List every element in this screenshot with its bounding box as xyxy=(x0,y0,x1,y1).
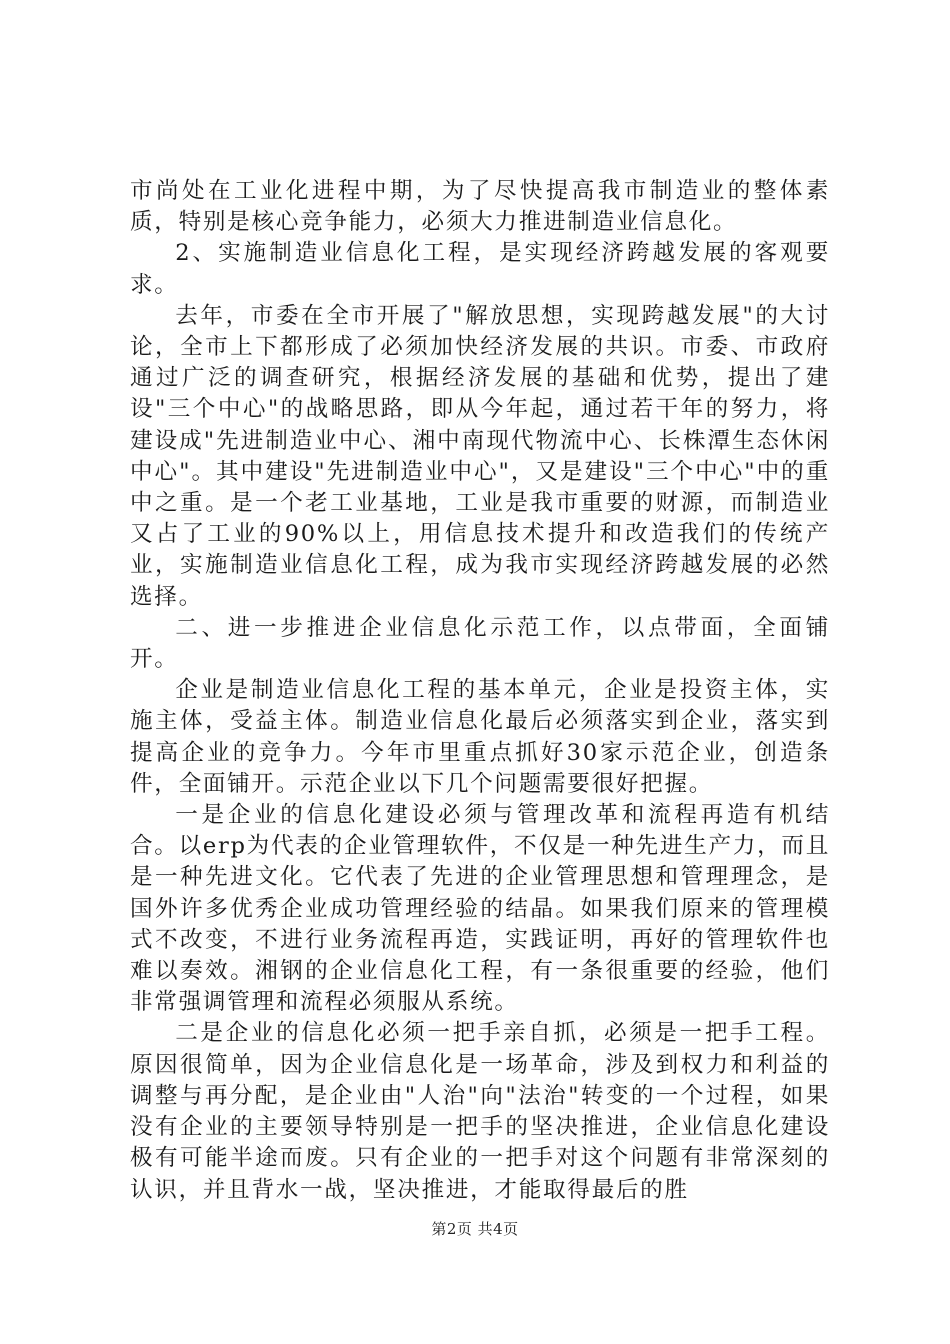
paragraph-point-two: 二是企业的信息化必须一把手亲自抓，必须是一把手工程。原因很简单，因为企业信息化是一场革命，涉及到权力和利益的调整与再分配，是企业由"人治"向"法治"转变的一个过程，如果没有企业的主要领导特别是一把手的坚决推进，企业信息化建设极有可能半途而废。只有企业的一把手对这个问题有非常深刻的认识，并且背水一战，坚决推进，才能取得最后的胜 xyxy=(130,1020,830,1203)
paragraph-strategy: 去年，市委在全市开展了"解放思想，实现跨越发展"的大讨论，全市上下都形成了必须加快经济发展的共识。市委、市政府通过广泛的调查研究，根据经济发展的基础和优势，提出了建设"三个中心"的战略思路，即从今年起，通过若干年的努力，将建设成"先进制造业中心、湘中南现代物流中心、长株潭生态休闲中心"。其中建设"先进制造业中心"，又是建设"三个中心"中的重中之重。是一个老工业基地，工业是我市重要的财源，而制造业又占了工业的90%以上，用信息技术提升和改造我们的传统产业，实施制造业信息化工程，成为我市实现经济跨越发展的必然选择。 xyxy=(130,302,830,610)
paragraph-section-two-heading: 二、进一步推进企业信息化示范工作，以点带面，全面铺开。 xyxy=(130,614,830,673)
paragraph-enterprise-unit: 企业是制造业信息化工程的基本单元，企业是投资主体，实施主体，受益主体。制造业信息化最后必须落实到企业，落实到提高企业的竞争力。今年市里重点抓好30家示范企业，创造条件，全面铺开。示范企业以下几个问题需要很好把握。 xyxy=(130,677,830,797)
body-text xyxy=(130,176,830,1206)
paragraph-continuation: 市尚处在工业化进程中期，为了尽快提高我市制造业的整体素质，特别是核心竞争能力，必须大力推进制造业信息化。 xyxy=(130,178,830,236)
paragraph-heading-2: 2、实施制造业信息化工程，是实现经济跨越发展的客观要求。 xyxy=(130,240,830,298)
page-footer: 第2页 共4页 xyxy=(431,1220,519,1238)
paragraph-point-one: 一是企业的信息化建设必须与管理改革和流程再造有机结合。以erp为代表的企业管理软件，不仅是一种先进生产力，而且是一种先进文化。它代表了先进的企业管理思想和管理理念，是国外许多优秀企业成功管理经验的结晶。如果我们原来的管理模式不改变，不进行业务流程再造，实践证明，再好的管理软件也难以奏效。湘钢的企业信息化工程，有一条很重要的经验，他们非常强调管理和流程必须服从系统。 xyxy=(130,802,830,1016)
